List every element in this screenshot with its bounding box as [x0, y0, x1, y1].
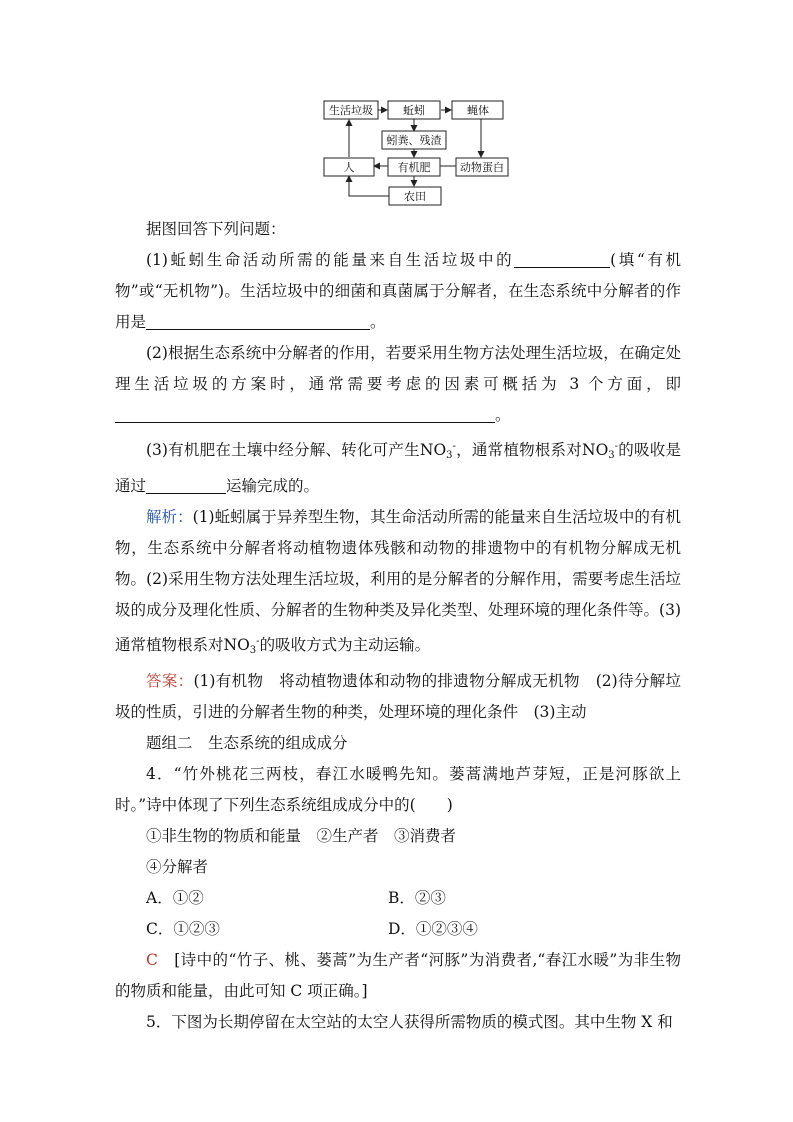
answer [115, 666, 681, 728]
analysis-label: 解析： [146, 508, 193, 527]
answer-blank-1[interactable] [514, 249, 610, 268]
option-d[interactable]: D．①②③④ [388, 920, 478, 939]
analysis-text-a: (1)蚯蚓属于异养型生物，其生命活动所需的能量来自生活垃圾中的有机物，生态系统中分解者将动植物遗体残骸和动物的排遗物中的有机物分解成无机物。(2)采用生物方法处理生活垃圾，利用的是分解者的分解作用，需要考虑生活垃圾的成分及理化性质、分解者的生物种类及异化类型、处理环境的理化条件等。(3)通常植物根系对 [115, 508, 681, 655]
answer-blank-3[interactable] [115, 404, 495, 423]
edge-farmland-person [349, 176, 389, 196]
svg-text:人: 人 [343, 161, 355, 174]
node-animal-protein [456, 158, 508, 176]
flow-diagram [0, 0, 793, 214]
svg-text:有机肥: 有机肥 [397, 161, 431, 174]
nitrate-ion: $NO_3^-$ [223, 636, 260, 657]
svg-text:农田: 农田 [404, 190, 426, 203]
question-4-items-1: ①非生物的物质和能量 ②生产者 ③消费者 [146, 827, 457, 846]
svg-text:生活垃圾: 生活垃圾 [329, 104, 373, 117]
document-body [115, 214, 681, 1038]
answer-text: (1)有机物 将动植物遗体和动物的排遗物分解成无机物 (2)待分解垃圾的性质，引进的分解者生物的种类，处理环境的理化条件 (3)主动 [115, 672, 681, 722]
q1-text-b: (填“有机物”或“无机物”)。生活垃圾中的细菌和真菌属于分解者，在生态系统中分解者的作用是 [115, 251, 681, 331]
answer-blank-4[interactable] [146, 475, 226, 494]
option-c[interactable]: C．①②③ [146, 920, 220, 939]
group-title: 题组二 生态系统的组成成分 [146, 734, 348, 753]
q1-text-c: 。 [370, 313, 386, 331]
answer-key: C [146, 951, 158, 970]
question-2 [115, 338, 681, 431]
q1-text-a: (1)蚯蚓生命活动所需的能量来自生活垃圾中的 [146, 251, 515, 269]
nitrate-ion: $NO_3^-$ [582, 441, 619, 462]
question-5-stem: 5．下图为长期停留在太空站的太空人获得所需物质的模式图。其中生物 X 和 [146, 1013, 673, 1032]
options-row-1 [115, 883, 681, 914]
analysis [115, 502, 681, 666]
answer-label: 答案： [146, 672, 194, 691]
node-garbage [324, 101, 378, 119]
question-3 [115, 431, 681, 502]
q3-text-c: 的吸收是通过 [115, 441, 681, 496]
node-worm-body [452, 101, 503, 119]
answer-blank-2[interactable] [146, 311, 370, 330]
node-person [324, 158, 374, 176]
node-earthworm [388, 101, 440, 119]
analysis-text-b: 的吸收方式为主动运输。 [259, 636, 431, 655]
question-1 [115, 245, 681, 338]
option-a[interactable]: A．①② [146, 889, 204, 908]
question-4-stem: 4．“竹外桃花三两枝，春江水暖鸭先知。蒌蒿满地芦芽短，正是河豚欲上时。”诗中体现了下列生态系统组成成分中的( ) [115, 765, 681, 815]
options-row-2 [115, 914, 681, 945]
option-b[interactable]: B．②③ [388, 889, 446, 908]
nitrate-ion: $NO_3^-$ [419, 441, 456, 462]
node-worm-waste [382, 131, 446, 149]
solution-text: [诗中的“竹子、桃、蒌蒿”为生产者“河豚”为消费者,“春江水暖”为非生物的物质和能量，由此可知 C 项正确。] [115, 951, 681, 1001]
question-4-solution [115, 945, 681, 1007]
node-organic-fertilizer [388, 158, 440, 176]
node-farmland [389, 187, 441, 205]
q3-text-d: 运输完成的。 [226, 477, 320, 496]
q2-text-b: 。 [495, 406, 511, 424]
svg-text:蝇体: 蝇体 [467, 104, 489, 117]
svg-text:蚯蚓: 蚯蚓 [403, 104, 425, 117]
svg-text:动物蛋白: 动物蛋白 [460, 161, 504, 174]
q3-text-a: (3)有机肥在土壤中经分解、转化可产生 [146, 441, 420, 460]
question-4-items-2: ④分解者 [146, 858, 209, 877]
lead-text: 据图回答下列问题： [146, 220, 286, 238]
q3-text-b: ，通常植物根系对 [455, 441, 582, 460]
svg-text:蚓粪、残渣: 蚓粪、残渣 [386, 134, 442, 147]
q2-text-a: (2)根据生态系统中分解者的作用，若要采用生物方法处理生活垃圾，在确定处理生活垃圾的方案时，通常需要考虑的因素可概括为 3 个方面，即 [115, 344, 681, 393]
